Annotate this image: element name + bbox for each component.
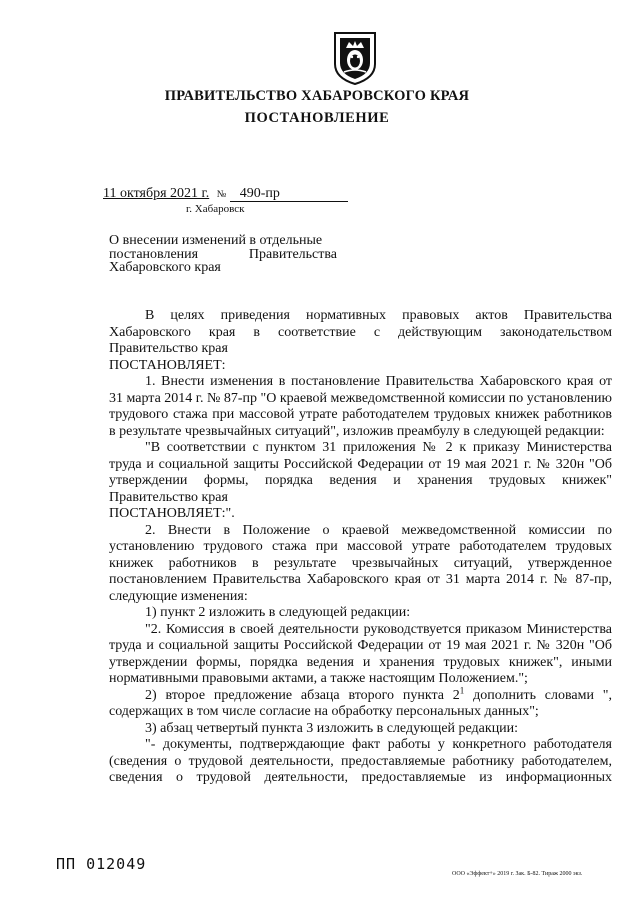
item-1-quote: "В соответствии с пунктом 31 приложения № 2 к приказу Министерства труда и социальной защиты Российской Федерации от 19 мая 2021 г. № 320н "Об утверждении формы, порядка ведения и хранения трудовых книжек" Правительство края <box>109 440 612 505</box>
number-label: № <box>216 189 227 200</box>
printer-imprint: ООО «Эффект+» 2019 г. Зак. Б-82. Тираж 2000 экз. <box>452 871 583 877</box>
subitem-2-text: 2) второе предложение абзаца второго пункта 2 <box>145 687 460 703</box>
superscript: 1 <box>459 684 465 695</box>
khabarovsk-coat-of-arms-icon <box>332 30 378 86</box>
preamble: В целях приведения нормативных правовых актов Правительства Хабаровского края в соответствие с действующим законодательством Правительство края <box>109 308 612 356</box>
document-number: 490-пр <box>230 186 348 202</box>
city: г. Хабаровск <box>186 203 245 215</box>
date-number-line <box>103 186 348 202</box>
document-subject <box>109 234 337 275</box>
item-1: 1. Внести изменения в постановление Правительства Хабаровского края от 31 марта 2014 г. № 87-пр "О краевой межведомственной комиссии по установлению трудового стажа при массовой утрате работодателем трудовых книжек работников в результате чрезвычайных ситуаций", изложив преамбулу в следующей редакции: <box>109 374 612 439</box>
subitem-2 <box>109 684 613 721</box>
subitem-1: 1) пункт 2 изложить в следующей редакции: <box>145 605 411 620</box>
government-title: ПРАВИТЕЛЬСТВО ХАБАРОВСКОГО КРАЯ <box>164 88 470 104</box>
resolves-heading: ПОСТАНОВЛЯЕТ: <box>109 357 226 373</box>
document-type: ПОСТАНОВЛЕНИЕ <box>244 110 390 126</box>
subject-line: постановления Правительства <box>109 246 337 262</box>
item-2: 2. Внести в Положение о краевой межведомственной комиссии по установлению трудового стажа при массовой утрате работодателем трудовых книжек работников в результате чрезвычайных ситуаций, утвержденное постановлением Правительства Хабаровского края от 31 марта 2014 г. № 87-пр, следующие изменения: <box>109 522 612 604</box>
subject-line: О внесении изменений в отдельные <box>109 233 323 248</box>
subitem-2-text: дополнить словами ", содержащих в том числе согласие на обработку персональных данных"; <box>109 687 613 719</box>
subitem-3: 3) абзац четвертый пункта 3 изложить в следующей редакции: <box>145 720 519 736</box>
subitem-3-quote: "- документы, подтверждающие факт работы у конкретного работодателя (сведения о трудовой деятельности, предоставляемые работнику работодателем, сведения о трудовой деятельности, предоставляемые из информационных <box>109 737 612 785</box>
item-1-resolves: ПОСТАНОВЛЯЕТ:". <box>109 506 235 521</box>
document-date: 11 октября 2021 г. <box>103 186 210 201</box>
subject-line: Хабаровского края <box>109 260 221 275</box>
form-serial-code: ПП 012049 <box>56 855 147 873</box>
document-body <box>109 308 612 787</box>
subitem-1-quote: "2. Комиссия в своей деятельности руководствуется приказом Министерства труда и социальной защиты Российской Федерации от 19 мая 2021 г. № 320н "Об утверждении формы, порядка ведения и хранения трудовых книжек", иными нормативными правовыми актами, а также настоящим Положением."; <box>109 621 612 686</box>
